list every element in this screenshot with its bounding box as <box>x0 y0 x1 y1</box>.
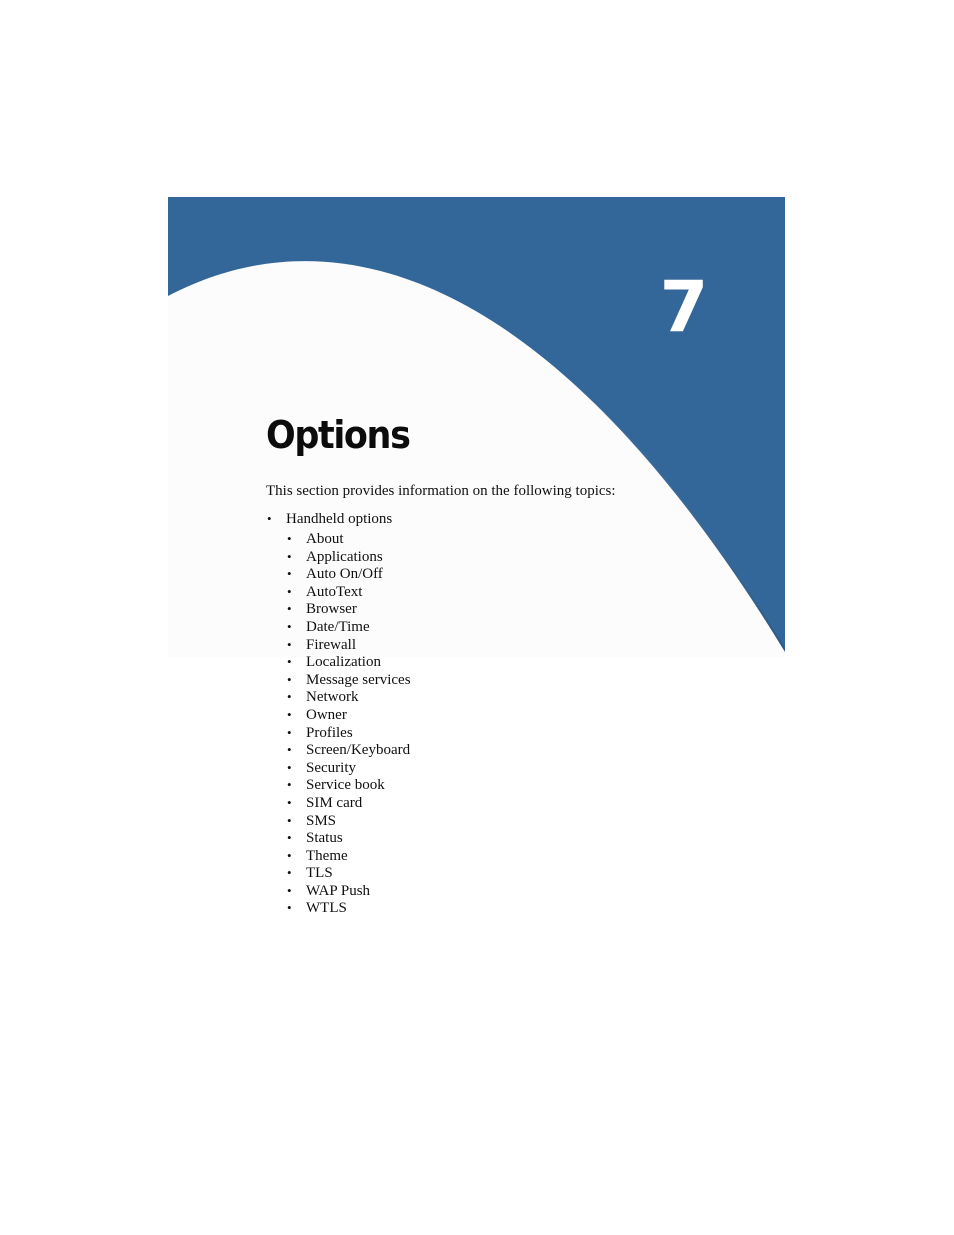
subtopic-item <box>286 741 411 759</box>
subtopic-label: WAP Push <box>306 882 371 899</box>
bullet: • <box>287 759 292 775</box>
subtopic-label: AutoText <box>306 583 363 600</box>
bullet: • <box>287 583 292 599</box>
subtopic-item <box>286 688 411 706</box>
bullet: • <box>287 618 292 634</box>
subtopic-item <box>286 530 411 548</box>
subtopic-label: Date/Time <box>306 618 370 635</box>
subtopic-label: SIM card <box>306 794 363 811</box>
subtopic-label: Service book <box>306 777 385 794</box>
subtopic-label: Auto On/Off <box>306 566 383 583</box>
subtopic-label: Theme <box>306 847 348 864</box>
subtopic-item <box>286 812 411 830</box>
topic-item-handheld-options <box>266 509 411 917</box>
subtopic-label: Security <box>306 759 356 776</box>
bullet: • <box>287 724 292 740</box>
subtopic-item <box>286 776 411 794</box>
subtopic-item <box>286 548 411 566</box>
subtopic-item <box>286 829 411 847</box>
bullet: • <box>287 671 292 687</box>
subtopic-item <box>286 636 411 654</box>
subtopic-label: Status <box>306 830 343 847</box>
bullet: • <box>287 847 292 863</box>
bullet: • <box>287 882 292 898</box>
subtopic-item <box>286 600 411 618</box>
bullet: • <box>287 689 292 705</box>
bullet: • <box>287 865 292 881</box>
subtopic-label: Message services <box>306 671 411 688</box>
subtopic-label: About <box>306 531 344 547</box>
subtopic-item <box>286 671 411 689</box>
subtopic-label: Network <box>306 689 359 706</box>
subtopic-item <box>286 882 411 900</box>
bullet: • <box>287 548 292 564</box>
subtopic-label: WTLS <box>306 900 347 917</box>
subtopic-item <box>286 847 411 865</box>
bullet: • <box>287 654 292 670</box>
subtopic-item <box>286 759 411 777</box>
subtopic-item <box>286 864 411 882</box>
bullet: • <box>287 566 292 582</box>
subtopic-label: Applications <box>306 548 383 565</box>
subtopic-label: Screen/Keyboard <box>306 742 411 759</box>
subtopic-label: Profiles <box>306 724 353 741</box>
bullet: • <box>287 812 292 828</box>
bullet: • <box>287 636 292 652</box>
bullet: • <box>287 531 292 546</box>
subtopic-label: Owner <box>306 706 347 723</box>
subtopic-item <box>286 794 411 812</box>
intro-text: This section provides information on the following topics: <box>266 483 616 499</box>
subtopic-label: Firewall <box>306 636 356 653</box>
subtopic-list <box>286 530 411 917</box>
chapter-title: Options <box>266 413 410 457</box>
bullet: • <box>287 706 292 722</box>
bullet: • <box>287 601 292 617</box>
subtopic-item <box>286 899 411 917</box>
bullet: • <box>287 742 292 758</box>
subtopic-item <box>286 618 411 636</box>
subtopic-item <box>286 653 411 671</box>
bullet: • <box>267 511 272 526</box>
bullet: • <box>287 830 292 846</box>
subtopic-label: Browser <box>306 601 357 618</box>
bullet: • <box>287 794 292 810</box>
chapter-number: 7 <box>659 266 709 348</box>
bullet: • <box>287 777 292 793</box>
topic-label: Handheld options <box>286 511 393 527</box>
subtopic-item <box>286 724 411 742</box>
subtopic-label: SMS <box>306 812 337 829</box>
subtopic-item <box>286 565 411 583</box>
subtopic-item <box>286 583 411 601</box>
subtopic-label: TLS <box>306 865 333 882</box>
subtopic-item <box>286 706 411 724</box>
bullet: • <box>287 900 292 916</box>
subtopic-label: Localization <box>306 654 381 671</box>
topic-list <box>266 509 411 917</box>
